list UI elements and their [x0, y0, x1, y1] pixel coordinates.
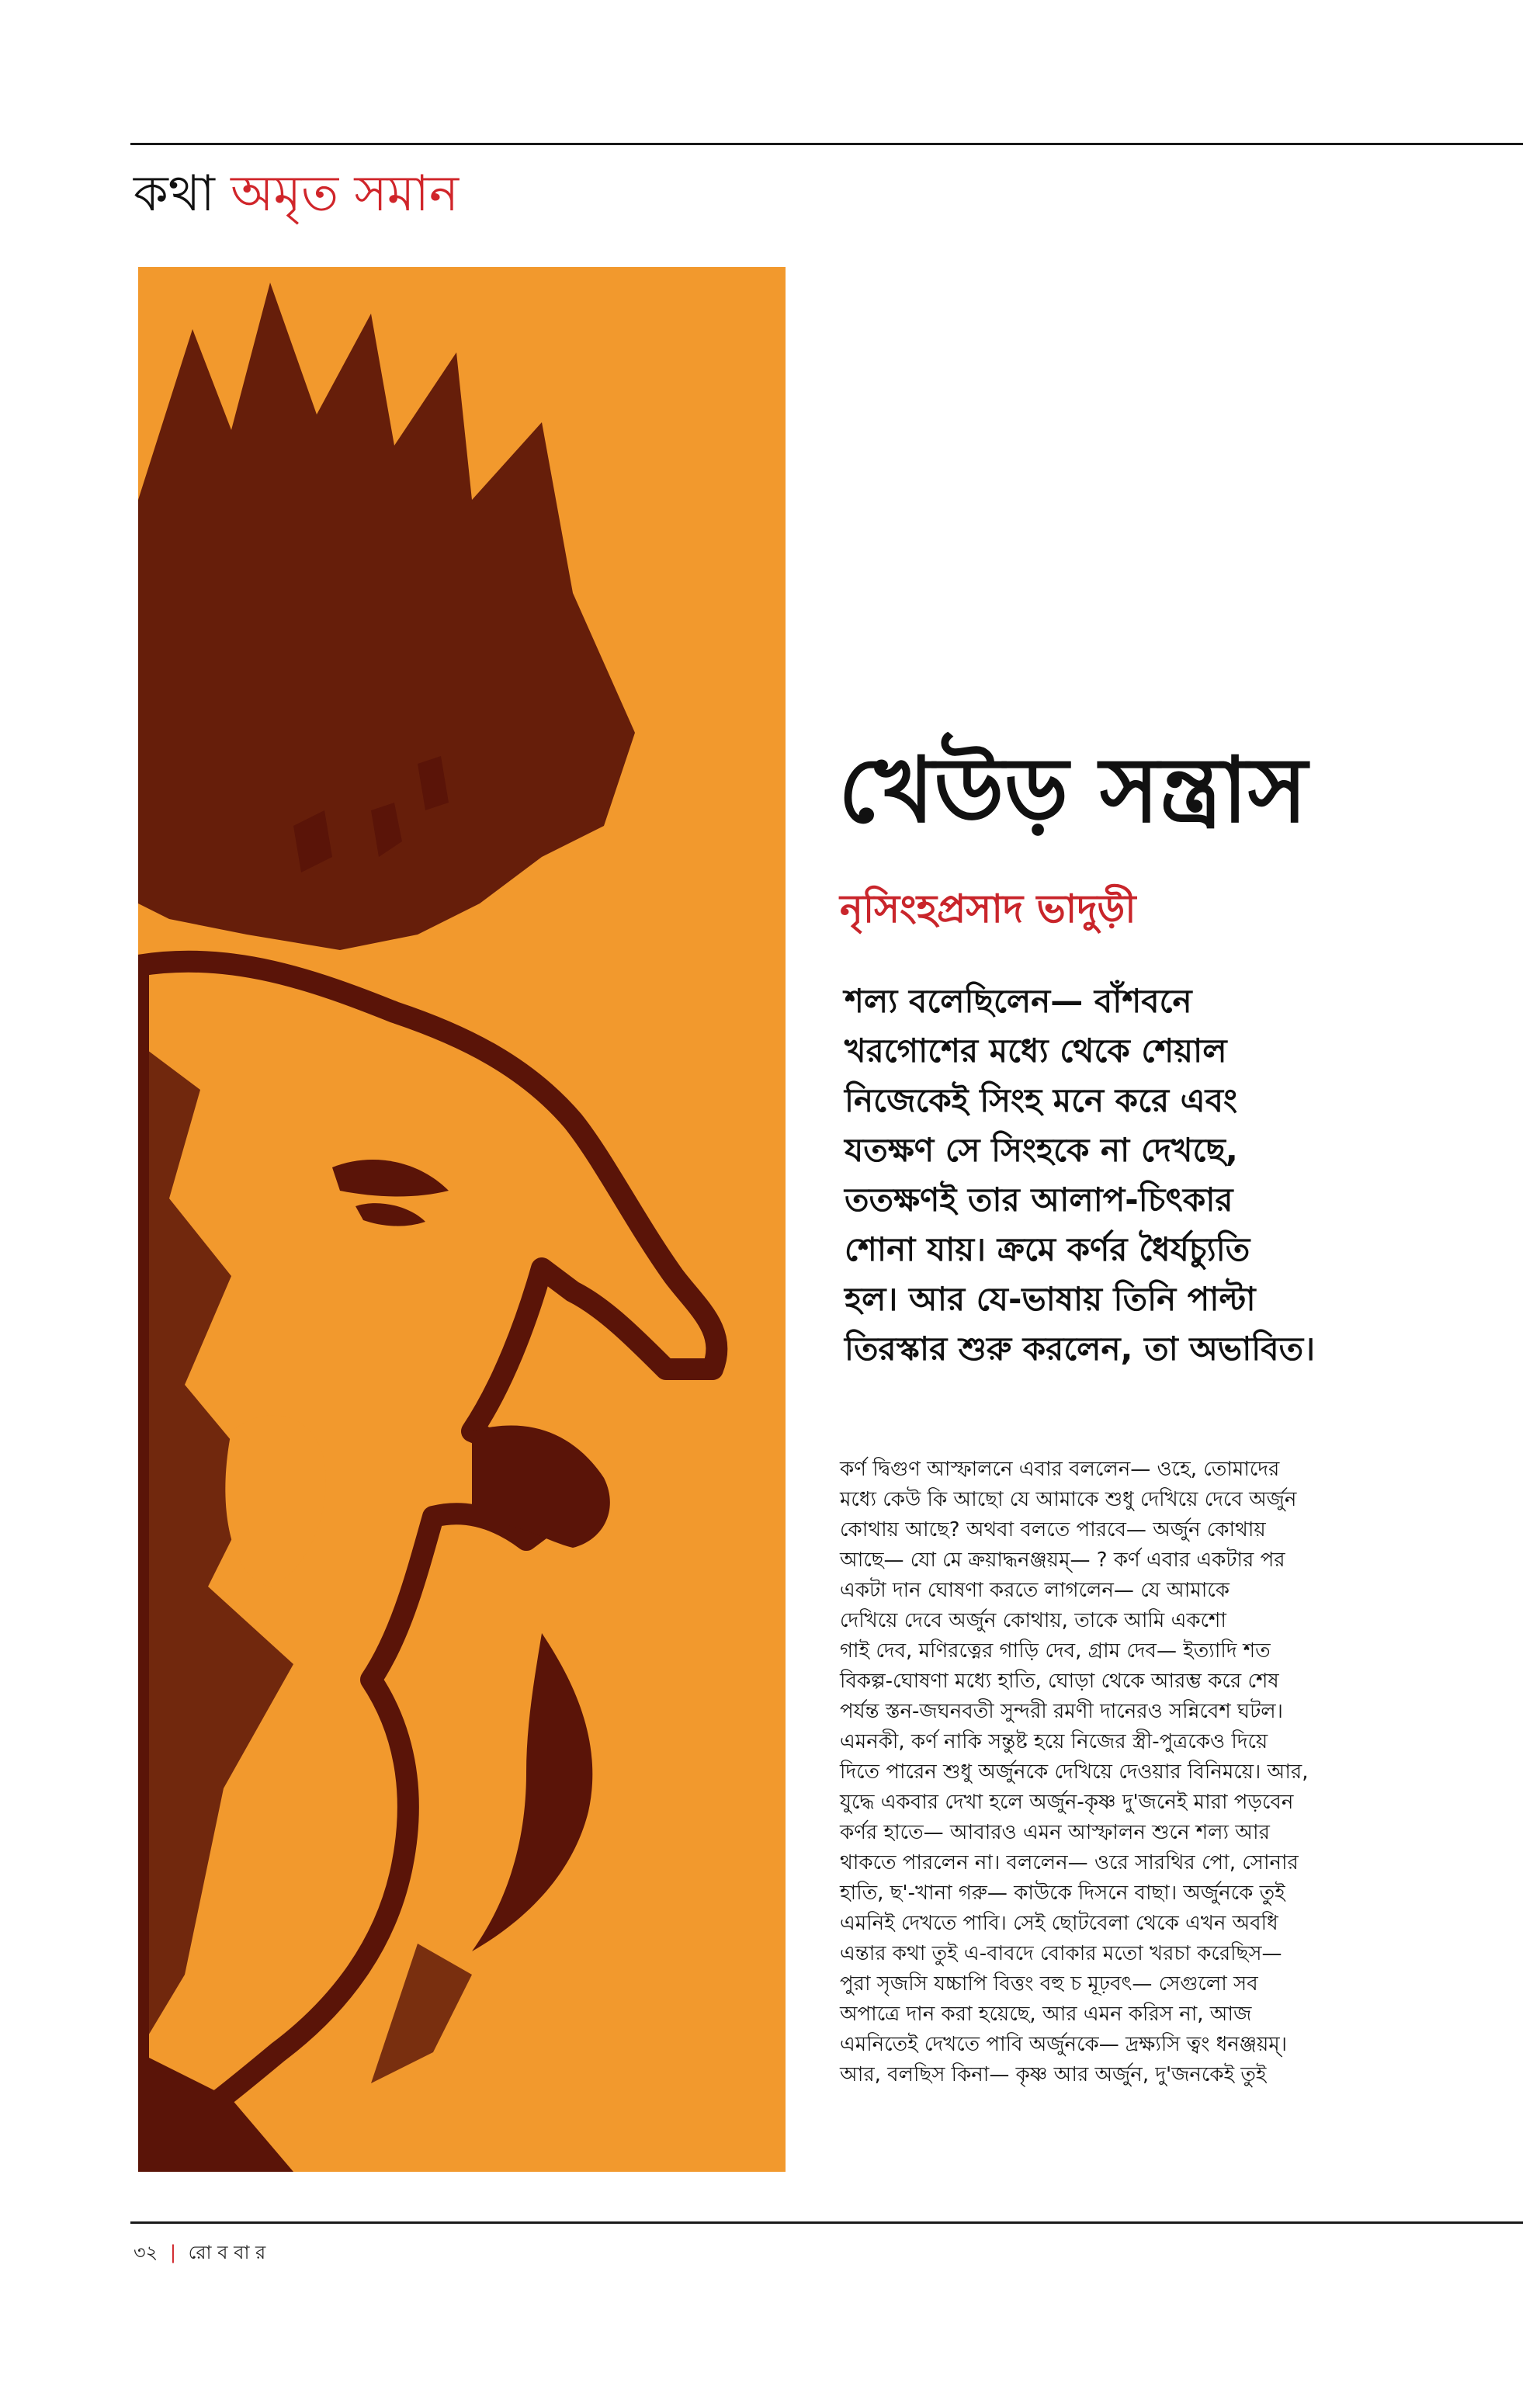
body-line: বিকল্প-ঘোষণা মধ্যে হাতি, ঘোড়া থেকে আরম্ভ করে শেষ [840, 1670, 1279, 1693]
body-line: কোথায় আছে? অথবা বলতে পারবে— অর্জুন কোথায় [840, 1518, 1266, 1542]
body-line: এমনিতেই দেখতে পাবি অর্জুনকে— দ্রক্ষ্যসি ত্বং ধনঞ্জয়ম্। [840, 2033, 1288, 2056]
body-line: অপাত্রে দান করা হয়েছে, আর এমন করিস না, আজ [840, 2003, 1252, 2026]
magazine-name: রো ব বা র [188, 2242, 266, 2263]
body-line: থাকতে পারলেন না। বললেন— ওরে সারথির পো, সোনার [840, 1851, 1299, 1875]
article-title: খেউড় সন্ত্রাস [838, 737, 1308, 843]
pull-quote-line: নিজেকেই সিংহ মনে করে এবং [845, 1081, 1238, 1119]
warrior-portrait-illustration [138, 267, 786, 2172]
body-line: কর্ণর হাতে— আবারও এমন আস্ফালন শুনে শল্য আর [840, 1821, 1270, 1844]
pull-quote-line: খরগোশের মধ্যে থেকে শেয়াল [845, 1032, 1227, 1070]
body-line: মধ্যে কেউ কি আছো যে আমাকে শুধু দেখিয়ে দেবে অর্জুন [840, 1488, 1297, 1511]
pull-quote-line: ততক্ষণই তার আলাপ-চিৎকার [845, 1181, 1233, 1219]
body-line: পুরা সৃজসি যচ্চাপি বিত্তং বহু চ মূঢ়বৎ— সেগুলো সব [840, 1972, 1258, 1996]
body-line: এন্তার কথা তুই এ-বাবদে বোকার মতো খরচা করেছিস— [840, 1942, 1282, 1965]
pull-quote [845, 976, 1512, 1374]
pull-quote-line: তিরস্কার শুরু করলেন, তা অভাবিত। [845, 1330, 1316, 1368]
section-label-accent: অমৃত সমান [231, 165, 460, 223]
body-line: এমনিই দেখতে পাবি। সেই ছোটবেলা থেকে এখন অবধি [840, 1912, 1278, 1935]
body-line: আছে— যো মে ক্রয়াদ্ধনঞ্জয়ম্— ? কর্ণ এবার একটার পর [840, 1549, 1285, 1572]
body-line: কর্ণ দ্বিগুণ আস্ফালনে এবার বললেন— ওহে, তোমাদের [840, 1458, 1280, 1481]
body-line: আর, বলছিস কিনা— কৃষ্ণ আর অর্জুন, দু'জনকেই তুই [840, 2063, 1267, 2086]
page-number: ৩২ [134, 2242, 158, 2263]
bottom-rule [130, 2221, 1523, 2224]
section-label-primary: কথা [134, 165, 215, 223]
pull-quote-line: শোনা যায়। ক্রমে কর্ণর ধৈর্যচ্যুতি [845, 1230, 1250, 1268]
body-line: এমনকী, কর্ণ নাকি সন্তুষ্ট হয়ে নিজের স্ত্রী-পুত্রকেও দিয়ে [840, 1730, 1268, 1753]
pull-quote-line: হল। আর যে-ভাষায় তিনি পাল্টা [845, 1280, 1256, 1318]
pull-quote-line: যতক্ষণ সে সিংহকে না দেখছে, [845, 1131, 1238, 1169]
body-line: যুদ্ধে একবার দেখা হলে অর্জুন-কৃষ্ণ দু'জনেই মারা পড়বেন [840, 1791, 1294, 1814]
article-author: নৃসিংহপ্রসাদ ভাদুড়ী [840, 886, 1136, 931]
pull-quote-line: শল্য বলেছিলেন— বাঁশবনে [845, 982, 1192, 1020]
top-rule [130, 143, 1523, 145]
body-line: দিতে পারেন শুধু অর্জুনকে দেখিয়ে দেওয়ার বিনিময়ে। আর, [840, 1760, 1309, 1784]
body-line: পর্যন্ত স্তন-জঘনবতী সুন্দরী রমণী দানেরও সন্নিবেশ ঘটল। [840, 1700, 1283, 1723]
footer-separator: | [169, 2242, 176, 2263]
body-line: একটা দান ঘোষণা করতে লাগলেন— যে আমাকে [840, 1579, 1230, 1602]
page-footer [134, 2237, 265, 2268]
body-line: গাই দেব, মণিরত্নের গাড়ি দেব, গ্রাম দেব— ইত্যাদি শত [840, 1639, 1271, 1663]
body-line: হাতি, ছ'-খানা গরু— কাউকে দিসনে বাছা। অর্জুনকে তুই [840, 1881, 1285, 1905]
section-header [134, 163, 459, 225]
illustration-panel [138, 267, 786, 2172]
body-line: দেখিয়ে দেবে অর্জুন কোথায়, তাকে আমি একশো [840, 1609, 1226, 1632]
article-body [840, 1455, 1492, 2090]
